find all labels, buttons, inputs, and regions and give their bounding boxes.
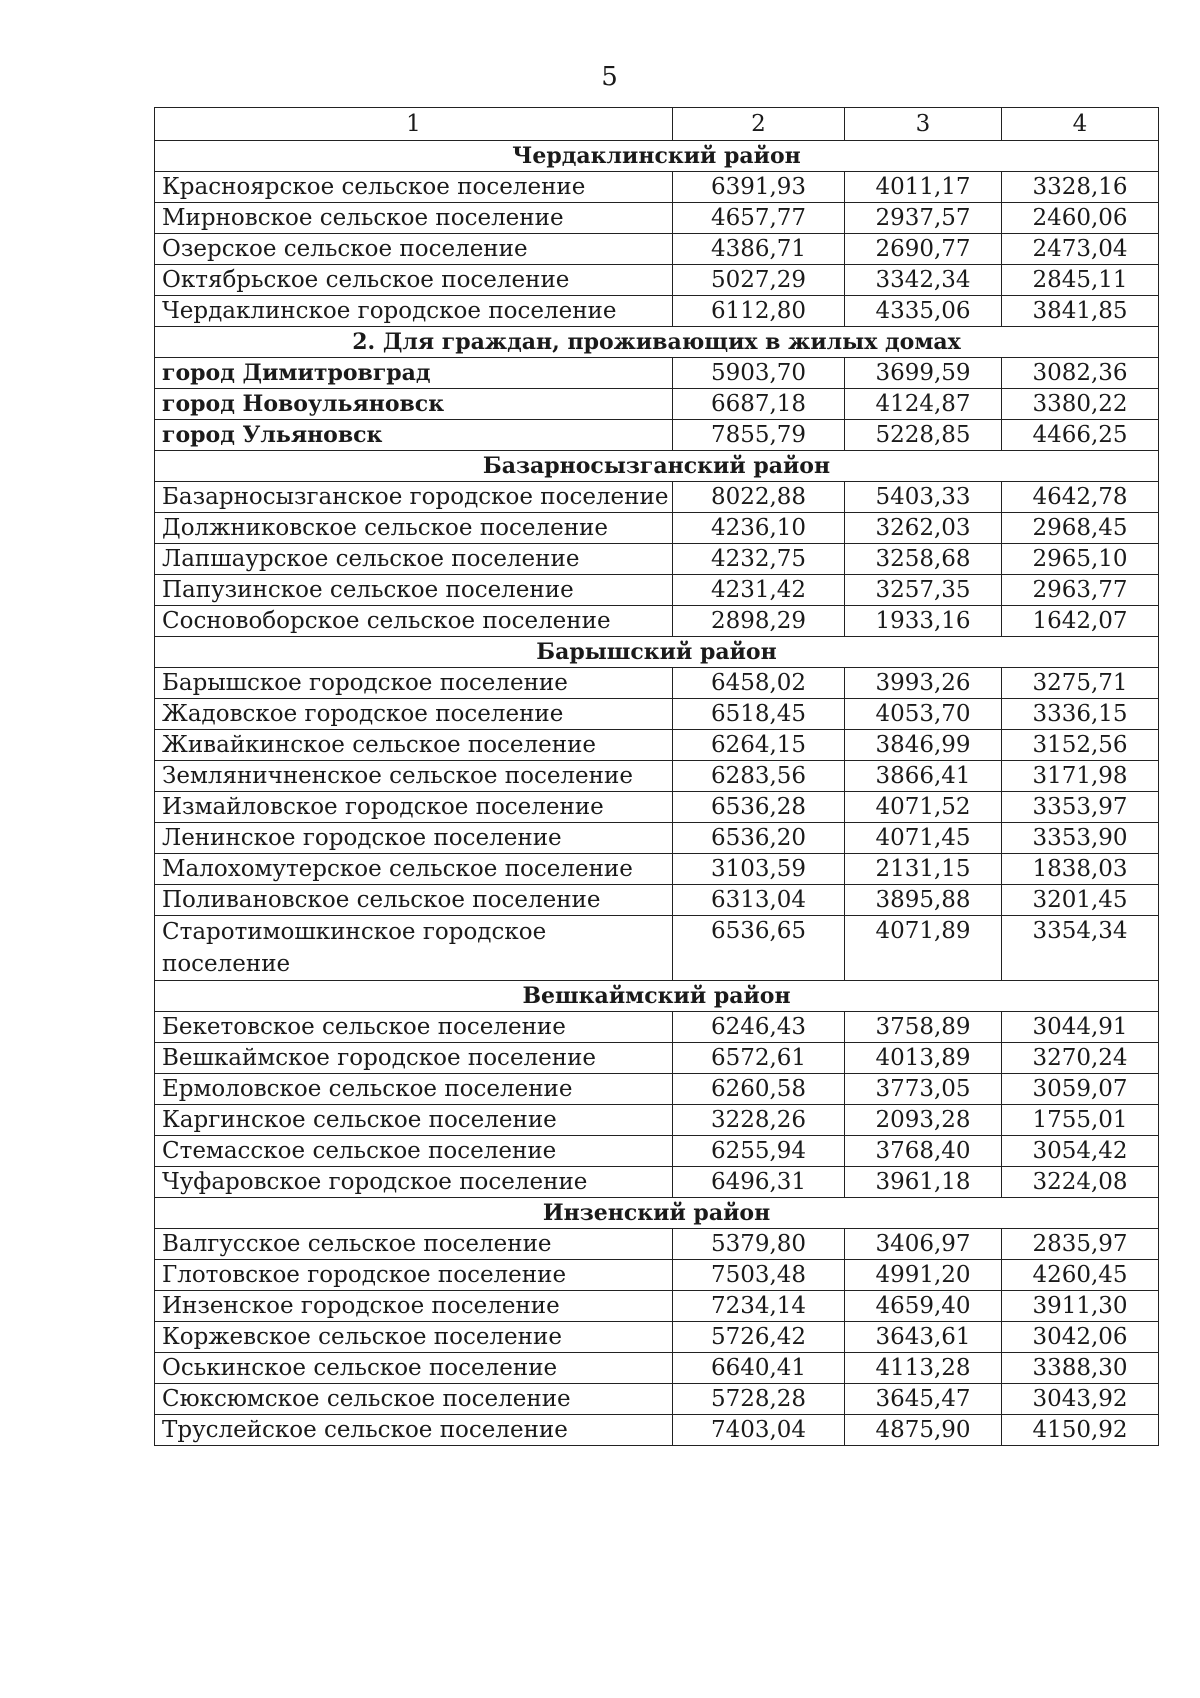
section-header-row: [155, 451, 1159, 482]
value-cell-col4: 4260,45: [1002, 1260, 1159, 1291]
value-cell-col2: 7503,48: [673, 1260, 845, 1291]
settlement-name: Октябрьское сельское поселение: [155, 265, 673, 296]
settlement-name: Папузинское сельское поселение: [155, 575, 673, 606]
value-cell-col4: 3354,34: [1002, 916, 1159, 981]
value-cell-col3: 3866,41: [845, 761, 1002, 792]
settlement-name: Озерское сельское поселение: [155, 234, 673, 265]
value-cell-col3: 3895,88: [845, 885, 1002, 916]
value-cell-col2: 5726,42: [673, 1322, 845, 1353]
value-cell-col2: 6283,56: [673, 761, 845, 792]
value-cell-col3: 3258,68: [845, 544, 1002, 575]
value-cell-col2: 4231,42: [673, 575, 845, 606]
settlement-name: Жадовское городское поселение: [155, 699, 673, 730]
section-title: Инзенский район: [155, 1198, 1159, 1229]
settlement-name: Глотовское городское поселение: [155, 1260, 673, 1291]
section-title: Базарносызганский район: [155, 451, 1159, 482]
value-cell-col4: 3380,22: [1002, 389, 1159, 420]
table-row: [155, 1167, 1159, 1198]
section-header-row: [155, 637, 1159, 668]
value-cell-col3: 5228,85: [845, 420, 1002, 451]
value-cell-col3: 4071,45: [845, 823, 1002, 854]
settlement-name: Чуфаровское городское поселение: [155, 1167, 673, 1198]
value-cell-col3: 3406,97: [845, 1229, 1002, 1260]
value-cell-col2: 4232,75: [673, 544, 845, 575]
value-cell-col4: 3152,56: [1002, 730, 1159, 761]
section-title: Чердаклинский район: [155, 141, 1159, 172]
value-cell-col4: 3911,30: [1002, 1291, 1159, 1322]
value-cell-col2: 5379,80: [673, 1229, 845, 1260]
table-body: [155, 108, 1159, 1446]
value-cell-col4: 2460,06: [1002, 203, 1159, 234]
table-row: [155, 1043, 1159, 1074]
table-row: [155, 916, 1159, 981]
page-number: 5: [601, 62, 618, 92]
value-cell-col4: 1642,07: [1002, 606, 1159, 637]
settlement-name: Инзенское городское поселение: [155, 1291, 673, 1322]
settlement-name: Ленинское городское поселение: [155, 823, 673, 854]
table-row: [155, 1136, 1159, 1167]
value-cell-col4: 2473,04: [1002, 234, 1159, 265]
value-cell-col4: 2835,97: [1002, 1229, 1159, 1260]
value-cell-col4: 3171,98: [1002, 761, 1159, 792]
value-cell-col2: 6112,80: [673, 296, 845, 327]
value-cell-col4: 3353,97: [1002, 792, 1159, 823]
table-row: [155, 389, 1159, 420]
value-cell-col4: 3044,91: [1002, 1012, 1159, 1043]
value-cell-col3: 3645,47: [845, 1384, 1002, 1415]
value-cell-col3: 3643,61: [845, 1322, 1002, 1353]
value-cell-col3: 3846,99: [845, 730, 1002, 761]
settlement-name: Оськинское сельское поселение: [155, 1353, 673, 1384]
settlement-name: Измайловское городское поселение: [155, 792, 673, 823]
settlement-name: Сосновоборское сельское поселение: [155, 606, 673, 637]
value-cell-col3: 4875,90: [845, 1415, 1002, 1446]
table-row: [155, 699, 1159, 730]
settlement-name: Лапшаурское сельское поселение: [155, 544, 673, 575]
section-header-row: [155, 981, 1159, 1012]
value-cell-col4: 2845,11: [1002, 265, 1159, 296]
value-cell-col3: 3758,89: [845, 1012, 1002, 1043]
settlement-name: Сюксюмское сельское поселение: [155, 1384, 673, 1415]
value-cell-col3: 2937,57: [845, 203, 1002, 234]
value-cell-col3: 4053,70: [845, 699, 1002, 730]
value-cell-col3: 1933,16: [845, 606, 1002, 637]
table-row: [155, 296, 1159, 327]
value-cell-col2: 6458,02: [673, 668, 845, 699]
value-cell-col2: 5027,29: [673, 265, 845, 296]
settlement-name: Базарносызганское городское поселение: [155, 482, 673, 513]
value-cell-col4: 3275,71: [1002, 668, 1159, 699]
value-cell-col2: 7403,04: [673, 1415, 845, 1446]
table-row: [155, 606, 1159, 637]
section-header-row: [155, 1198, 1159, 1229]
value-cell-col2: 6518,45: [673, 699, 845, 730]
value-cell-col3: 4113,28: [845, 1353, 1002, 1384]
table-row: [155, 730, 1159, 761]
value-cell-col2: 6246,43: [673, 1012, 845, 1043]
value-cell-col2: 6536,20: [673, 823, 845, 854]
value-cell-col3: 3993,26: [845, 668, 1002, 699]
table-row: [155, 482, 1159, 513]
table-row: [155, 1105, 1159, 1136]
section-title: 2. Для граждан, проживающих в жилых домах: [155, 327, 1159, 358]
value-cell-col3: 3342,34: [845, 265, 1002, 296]
value-cell-col3: 2093,28: [845, 1105, 1002, 1136]
value-cell-col3: 3961,18: [845, 1167, 1002, 1198]
value-cell-col2: 2898,29: [673, 606, 845, 637]
section-header-row: [155, 141, 1159, 172]
settlement-name: Чердаклинское городское поселение: [155, 296, 673, 327]
value-cell-col3: 4013,89: [845, 1043, 1002, 1074]
table-row: [155, 513, 1159, 544]
settlement-name: Старотимошкинское городское поселение: [155, 916, 673, 981]
table-row: [155, 854, 1159, 885]
value-cell-col2: 6313,04: [673, 885, 845, 916]
settlement-name: Должниковское сельское поселение: [155, 513, 673, 544]
value-cell-col2: 8022,88: [673, 482, 845, 513]
value-cell-col4: 3059,07: [1002, 1074, 1159, 1105]
table-row: [155, 1353, 1159, 1384]
settlement-name: Красноярское сельское поселение: [155, 172, 673, 203]
table-row: [155, 1260, 1159, 1291]
settlement-name: Ермоловское сельское поселение: [155, 1074, 673, 1105]
value-cell-col2: 5903,70: [673, 358, 845, 389]
column-header: 3: [845, 108, 1002, 141]
value-cell-col4: 3353,90: [1002, 823, 1159, 854]
section-header-row: [155, 327, 1159, 358]
value-cell-col3: 4991,20: [845, 1260, 1002, 1291]
table-row: [155, 761, 1159, 792]
value-cell-col4: 2963,77: [1002, 575, 1159, 606]
value-cell-col4: 3043,92: [1002, 1384, 1159, 1415]
header-row: [155, 108, 1159, 141]
value-cell-col2: 6255,94: [673, 1136, 845, 1167]
settlement-name: Барышское городское поселение: [155, 668, 673, 699]
settlement-name: Труслейское сельское поселение: [155, 1415, 673, 1446]
value-cell-col2: 6572,61: [673, 1043, 845, 1074]
value-cell-col3: 4071,89: [845, 916, 1002, 981]
value-cell-col4: 3270,24: [1002, 1043, 1159, 1074]
value-cell-col2: 3228,26: [673, 1105, 845, 1136]
table-row: [155, 265, 1159, 296]
value-cell-col3: 4124,87: [845, 389, 1002, 420]
table-row: [155, 823, 1159, 854]
value-cell-col2: 5728,28: [673, 1384, 845, 1415]
column-header: 2: [673, 108, 845, 141]
value-cell-col2: 4386,71: [673, 234, 845, 265]
settlement-name: Мирновское сельское поселение: [155, 203, 673, 234]
value-cell-col4: 3336,15: [1002, 699, 1159, 730]
value-cell-col4: 3388,30: [1002, 1353, 1159, 1384]
value-cell-col3: 4335,06: [845, 296, 1002, 327]
table-row: [155, 1415, 1159, 1446]
value-cell-col2: 6260,58: [673, 1074, 845, 1105]
settlement-name: Земляничненское сельское поселение: [155, 761, 673, 792]
value-cell-col3: 3773,05: [845, 1074, 1002, 1105]
value-cell-col2: 6496,31: [673, 1167, 845, 1198]
settlement-name: Валгусское сельское поселение: [155, 1229, 673, 1260]
settlement-name: Вешкаймское городское поселение: [155, 1043, 673, 1074]
value-cell-col2: 6264,15: [673, 730, 845, 761]
column-header: 4: [1002, 108, 1159, 141]
settlement-name: Стемасское сельское поселение: [155, 1136, 673, 1167]
settlement-name: Коржевское сельское поселение: [155, 1322, 673, 1353]
value-cell-col3: 4659,40: [845, 1291, 1002, 1322]
value-cell-col2: 6687,18: [673, 389, 845, 420]
value-cell-col4: 1838,03: [1002, 854, 1159, 885]
settlement-name: город Новоульяновск: [155, 389, 673, 420]
table-row: [155, 1229, 1159, 1260]
value-cell-col4: 3224,08: [1002, 1167, 1159, 1198]
value-cell-col4: 1755,01: [1002, 1105, 1159, 1136]
value-cell-col4: 3082,36: [1002, 358, 1159, 389]
settlement-name: Живайкинское сельское поселение: [155, 730, 673, 761]
table-row: [155, 234, 1159, 265]
table-row: [155, 172, 1159, 203]
table-row: [155, 885, 1159, 916]
table-row: [155, 1012, 1159, 1043]
table-row: [155, 544, 1159, 575]
value-cell-col2: 4657,77: [673, 203, 845, 234]
settlement-name: Бекетовское сельское поселение: [155, 1012, 673, 1043]
value-cell-col3: 2131,15: [845, 854, 1002, 885]
value-cell-col3: 3699,59: [845, 358, 1002, 389]
table-row: [155, 1384, 1159, 1415]
value-cell-col4: 3054,42: [1002, 1136, 1159, 1167]
column-header: 1: [155, 108, 673, 141]
value-cell-col3: 3262,03: [845, 513, 1002, 544]
settlement-name: город Ульяновск: [155, 420, 673, 451]
table-row: [155, 1291, 1159, 1322]
value-cell-col2: 3103,59: [673, 854, 845, 885]
value-cell-col4: 2965,10: [1002, 544, 1159, 575]
tariff-table: [154, 107, 1159, 1446]
section-title: Вешкаймский район: [155, 981, 1159, 1012]
table-row: [155, 1322, 1159, 1353]
value-cell-col4: 4466,25: [1002, 420, 1159, 451]
value-cell-col4: 2968,45: [1002, 513, 1159, 544]
value-cell-col2: 6536,28: [673, 792, 845, 823]
settlement-name: Каргинское сельское поселение: [155, 1105, 673, 1136]
value-cell-col3: 5403,33: [845, 482, 1002, 513]
table-row: [155, 420, 1159, 451]
table-row: [155, 668, 1159, 699]
value-cell-col4: 3042,06: [1002, 1322, 1159, 1353]
value-cell-col4: 4642,78: [1002, 482, 1159, 513]
value-cell-col4: 4150,92: [1002, 1415, 1159, 1446]
value-cell-col2: 6640,41: [673, 1353, 845, 1384]
value-cell-col3: 2690,77: [845, 234, 1002, 265]
value-cell-col2: 4236,10: [673, 513, 845, 544]
value-cell-col2: 7234,14: [673, 1291, 845, 1322]
value-cell-col3: 3768,40: [845, 1136, 1002, 1167]
value-cell-col4: 3201,45: [1002, 885, 1159, 916]
settlement-name: Поливановское сельское поселение: [155, 885, 673, 916]
table-row: [155, 1074, 1159, 1105]
table-row: [155, 358, 1159, 389]
table-row: [155, 575, 1159, 606]
table-row: [155, 203, 1159, 234]
value-cell-col4: 3328,16: [1002, 172, 1159, 203]
value-cell-col3: 4011,17: [845, 172, 1002, 203]
value-cell-col3: 4071,52: [845, 792, 1002, 823]
section-title: Барышский район: [155, 637, 1159, 668]
value-cell-col2: 6391,93: [673, 172, 845, 203]
settlement-name: Малохомутерское сельское поселение: [155, 854, 673, 885]
table-row: [155, 792, 1159, 823]
value-cell-col3: 3257,35: [845, 575, 1002, 606]
settlement-name: город Димитровград: [155, 358, 673, 389]
value-cell-col2: 6536,65: [673, 916, 845, 981]
value-cell-col4: 3841,85: [1002, 296, 1159, 327]
value-cell-col2: 7855,79: [673, 420, 845, 451]
